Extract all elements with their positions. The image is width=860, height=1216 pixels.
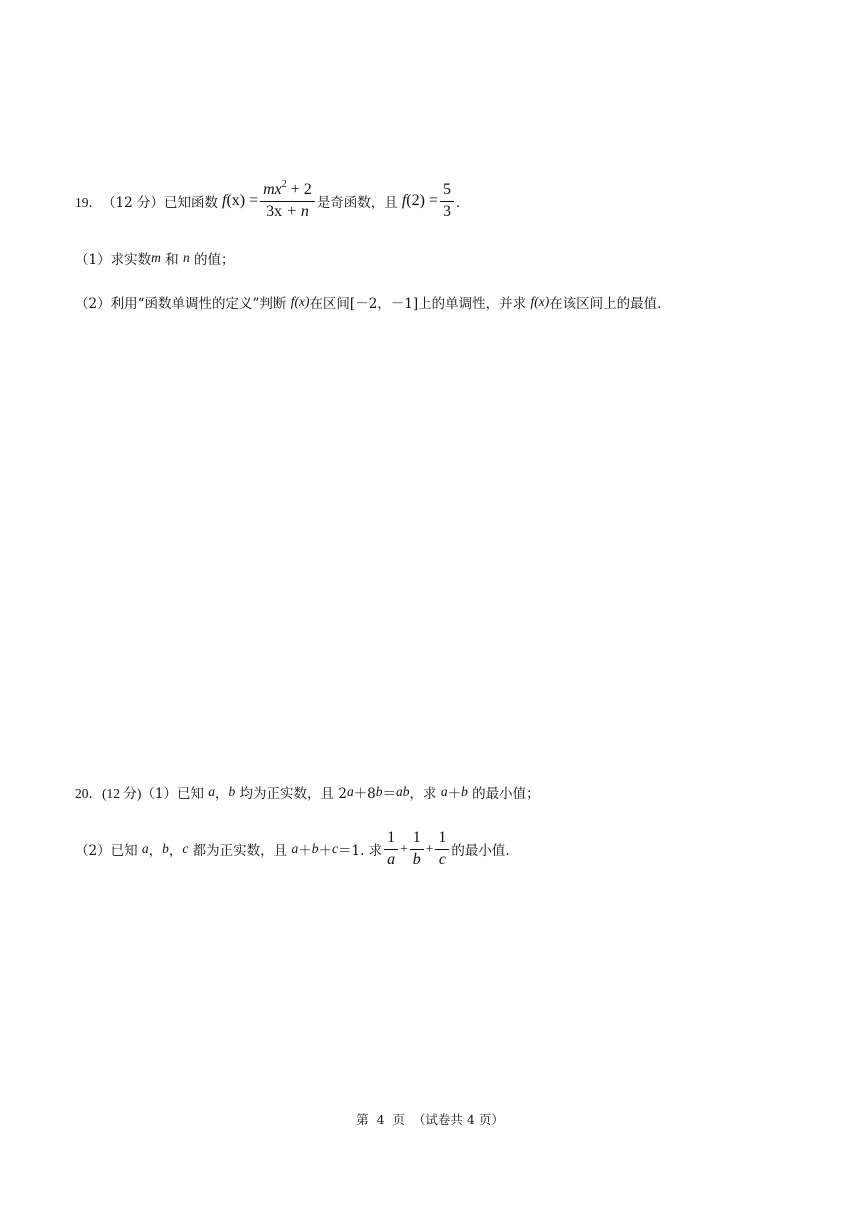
q19-part1-text-b: 和 [160, 252, 183, 268]
q20-p2-d: 都为正实数，且 [188, 843, 292, 859]
q20-p1-var-a2: a [346, 784, 354, 799]
q19-part1 [75, 248, 234, 268]
q20-p1-f: ，求 [409, 786, 441, 802]
q20-p1-var-ab: ab [396, 784, 410, 799]
q20-p1-a: 已知 [176, 786, 209, 802]
q20-p2-var-b2: b [311, 841, 319, 856]
q20-p1-g: ＋ [447, 786, 462, 802]
q20-p2-g: ＝1. 求 [337, 843, 383, 859]
q19-value-num: 5 [440, 181, 454, 201]
q20-frac3-num: 1 [435, 829, 449, 849]
q19-part1-n: n [182, 250, 190, 265]
q20-p2-var-a2: a [291, 841, 299, 856]
page-footer: 第 4 页 （试卷共 4 页） [356, 1112, 504, 1127]
q20-p1-b: ， [215, 786, 229, 802]
q19-end: ． [455, 195, 470, 211]
q20-frac-1b [410, 829, 424, 869]
q20-p1-c: 均为正实数，且 2 [235, 786, 347, 802]
q20-p2-b: ， [148, 843, 163, 859]
q20-part1-label: （1） [141, 786, 177, 802]
q19-numerator [260, 181, 315, 201]
q19-eq: = [249, 192, 259, 209]
q19-num-rest: + 2 [286, 181, 312, 199]
q19-part1-text-c: 的值； [189, 252, 235, 268]
q19-den-rest: + n [282, 202, 309, 220]
q20-frac-1a [384, 829, 398, 869]
q20-frac2-num: 1 [410, 829, 424, 849]
q19-eq2: = [428, 192, 438, 209]
q19-mid-text: 是奇函数，且 [316, 195, 398, 211]
q20-p1-d: ＋8 [353, 786, 376, 802]
q19-func [222, 192, 258, 210]
q19-stem [75, 178, 469, 224]
q19-value-fraction [440, 181, 454, 221]
q19-denominator [263, 202, 312, 221]
q20-points: (12 分) [102, 786, 142, 801]
q20-plus1: + [400, 841, 408, 856]
q20-part2-label: （2） [75, 843, 111, 859]
q19-lead: 已知函数 [163, 195, 218, 211]
q20-p1-var-b2: b [375, 784, 383, 799]
q19-num-exp: 2 [281, 179, 287, 191]
q20-frac1-num: 1 [384, 829, 398, 849]
q20-plus2: + [425, 841, 434, 856]
q20-p1-var-b: b [228, 784, 236, 799]
q20-p1-var-b3: b [461, 784, 468, 799]
q19-part2-text-c: 在该区间上的最值． [549, 296, 671, 312]
q19-f2 [402, 192, 438, 210]
q20-p2-a: 已知 [110, 843, 142, 859]
q19-part1-text-a: 求实数 [110, 252, 152, 268]
q19-part2-text-b: 在区间[－2，－1]上的单调性，并求 [309, 296, 531, 312]
q20-p2-var-c2: c [331, 841, 338, 856]
q20-p1-e: ＝ [382, 786, 397, 802]
q20-part2 [75, 826, 510, 872]
q20-p2-var-a: a [141, 841, 149, 856]
q20-p2-e: ＋ [298, 843, 312, 859]
q20-frac2-den: b [412, 850, 421, 868]
q20-p2-h: 的最小值. [451, 843, 510, 859]
q19-part2-text-a: 利用“函数单调性的定义”判断 [110, 296, 291, 312]
q20-p2-var-c: c [182, 841, 189, 856]
q20-p1-h: 的最小值； [467, 786, 540, 802]
q20-p1-var-a3: a [440, 784, 448, 799]
q19-f2-name: f [401, 192, 407, 209]
q19-num-var: mx [263, 181, 282, 199]
q20-p2-c: ， [168, 843, 183, 859]
q20-frac1-den: a [387, 850, 396, 868]
q19-fraction [260, 181, 315, 221]
q19-part2-fx2: f(x) [530, 294, 550, 309]
q19-func-name: f [221, 192, 227, 209]
q20-frac3-den: c [438, 850, 446, 868]
q20-part1 [75, 782, 540, 802]
q20-frac-1c [435, 829, 449, 869]
q19-part2-label: （2） [75, 296, 111, 312]
q20-p2-f: ＋ [318, 843, 332, 859]
q19-part1-m: m [151, 250, 161, 265]
q19-value-den: 3 [442, 202, 451, 220]
q19-part2-fx1: f(x) [290, 294, 310, 309]
q19-den-coef: 3x [266, 202, 283, 220]
q20-p1-var-a: a [208, 784, 216, 799]
q19-part1-label: （1） [75, 252, 111, 268]
q19-f2-arg: (2) [406, 192, 425, 209]
q19-func-arg: (x) [226, 192, 246, 209]
q19-number: 19． [75, 195, 102, 210]
q19-part2 [75, 292, 671, 312]
q20-p2-var-b: b [162, 841, 169, 856]
q20-number: 20． [75, 786, 102, 801]
q19-points: （12 分） [102, 195, 164, 211]
